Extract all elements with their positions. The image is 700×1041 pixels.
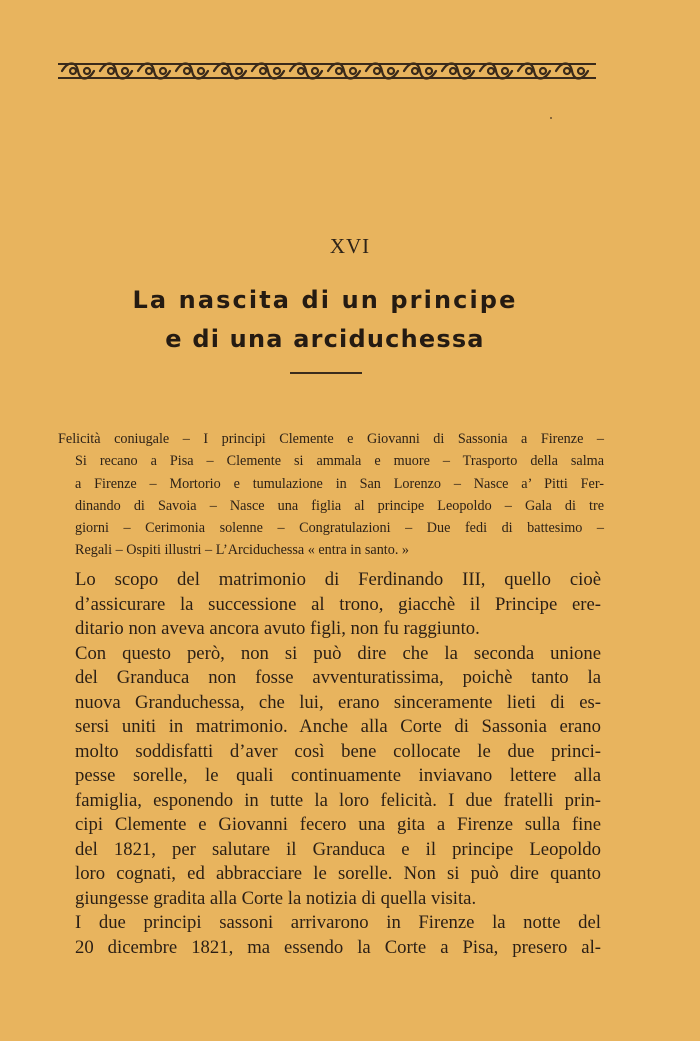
chapter-summary	[58, 428, 604, 562]
body-line: Lo scopo del matrimonio di Ferdinando III, quello cioè	[75, 569, 601, 590]
ornament-scroll	[176, 64, 208, 79]
ornament-scroll	[138, 64, 170, 79]
ornament-scroll	[442, 64, 474, 79]
chapter-title-line-1: La nascita di un principe	[132, 286, 518, 314]
summary-line: Felicità coniugale – I principi Clemente e Giovanni di Sassonia a Firenze –	[58, 431, 604, 447]
decorative-header-ornament	[58, 58, 596, 84]
body-line: 20 dicembre 1821, ma essendo la Corte a Pisa, presero al-	[75, 936, 601, 958]
body-line: famiglia, esponendo in tutte la loro felicità. I due fratelli prin-	[75, 789, 601, 811]
ornament-scroll	[480, 64, 512, 79]
ornament-scroll	[518, 64, 550, 79]
ornament-scroll	[252, 64, 284, 79]
ornament-scroll	[404, 64, 436, 79]
ornament-scroll	[328, 64, 360, 79]
body-line: Con questo però, non si può dire che la seconda unione	[75, 642, 601, 664]
body-line: I due principi sassoni arrivarono in Firenze la notte del	[75, 912, 601, 933]
ornament-scroll	[100, 64, 132, 79]
ornament-scroll	[290, 64, 322, 79]
body-line: nuova Granduchessa, che lui, erano sinceramente lieti di es-	[75, 691, 601, 713]
body-line: ditario non aveva ancora avuto figli, non fu raggiunto.	[75, 618, 480, 639]
body-line: cipi Clemente e Giovanni fecero una gita a Firenze sulla fine	[75, 814, 601, 835]
paper-speck	[550, 117, 552, 119]
summary-line: giorni – Cerimonia solenne – Congratulazioni – Due fedi di battesimo –	[75, 520, 604, 537]
ornament-scroll	[556, 64, 588, 79]
title-divider	[290, 372, 362, 374]
summary-line: Si recano a Pisa – Clemente si ammala e muore – Trasporto della salma	[75, 453, 604, 470]
body-line: sersi uniti in matrimonio. Anche alla Corte di Sassonia erano	[75, 716, 601, 737]
chapter-title-line-2: e di una arciduchessa	[165, 325, 485, 353]
body-text	[75, 568, 601, 960]
summary-line: a Firenze – Mortorio e tumulazione in San Lorenzo – Nasce a’ Pitti Fer-	[75, 475, 604, 492]
summary-line: dinando di Savoia – Nasce una figlia al principe Leopoldo – Gala di tre	[75, 497, 604, 514]
body-line: loro cognati, ed abbracciare le sorelle. Non si può dire quanto	[75, 863, 601, 884]
ornament-scroll	[214, 64, 246, 79]
summary-line: Regali – Ospiti illustri – L’Arciduchessa « entra in santo. »	[75, 542, 410, 559]
body-line: pesse sorelle, le quali continuamente inviavano lettere alla	[75, 765, 601, 786]
body-line: giungesse gradita alla Corte la notizia di quella visita.	[75, 887, 477, 909]
ornament-scroll	[62, 64, 94, 79]
body-line: del 1821, per salutare il Granduca e il principe Leopoldo	[75, 838, 601, 860]
ornament-scroll	[366, 64, 398, 79]
body-line: del Granduca non fosse avventuratissima, poichè tanto la	[75, 667, 601, 688]
body-line: molto soddisfatti d’aver così bene collocate le due princi-	[75, 740, 601, 762]
body-line: d’assicurare la successione al trono, giacchè il Principe ere-	[75, 593, 601, 615]
chapter-number: XVI	[329, 234, 371, 258]
